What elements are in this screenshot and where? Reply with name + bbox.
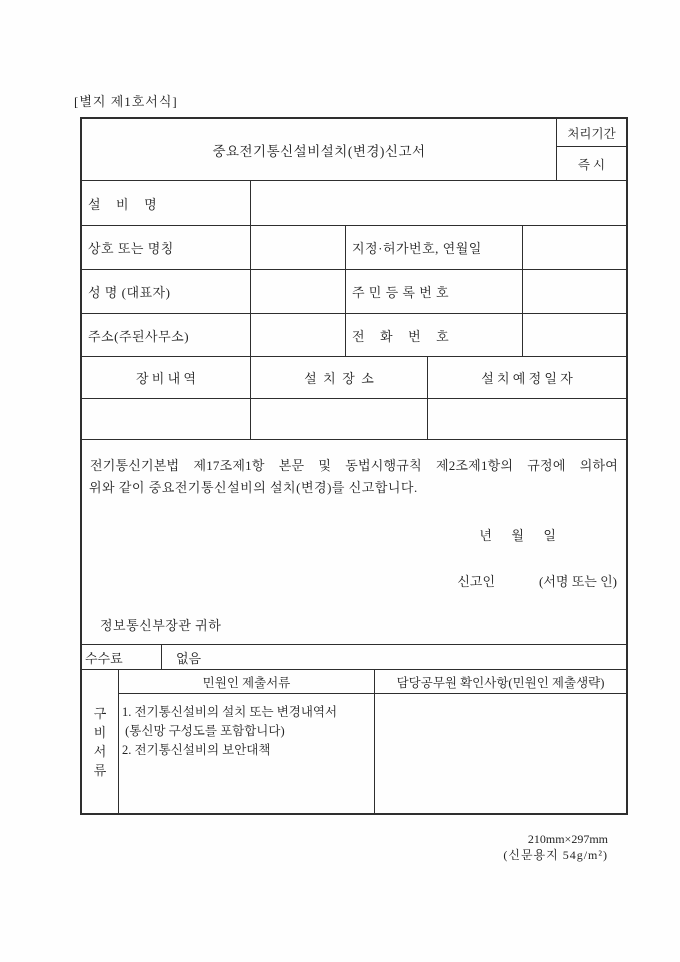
facility-name-label: 설 비 명 (88, 196, 158, 212)
representative-name-value (250, 270, 345, 313)
representative-row (82, 269, 626, 313)
company-name-label: 상호 또는 명칭 (88, 241, 174, 256)
representative-name-label: 성 명 (대표자) (88, 285, 171, 300)
fee-label: 수수료 (85, 650, 123, 666)
required-documents-section (82, 669, 626, 813)
company-row (82, 225, 626, 269)
page-footer (503, 831, 608, 863)
address-row (82, 313, 626, 356)
document-item: 2. 전기통신설비의 보안대책 (122, 743, 271, 757)
address-value (250, 314, 345, 356)
form-code-label: [별지 제1호서식] (74, 94, 178, 109)
processing-period-label: 처리기간 (557, 119, 626, 147)
official-check-cell (374, 694, 626, 813)
company-name-value (250, 226, 345, 269)
documents-main-area (118, 670, 626, 813)
equipment-header-row (82, 356, 626, 398)
form-title: 중요전기통신설비설치(변경)신고서 (212, 143, 426, 159)
date-line: 년 월 일 (479, 528, 556, 543)
declaration-section (82, 439, 626, 644)
address-label: 주소(주된사무소) (88, 328, 190, 344)
fee-row (82, 644, 626, 669)
official-check-header: 담당공무원 확인사항(민원인 제출생략) (374, 670, 626, 693)
title-row (82, 119, 626, 180)
installation-date-header: 설 치 예 정 일 자 (427, 357, 626, 398)
installation-date-value (427, 399, 626, 439)
designation-number-label: 지정·허가번호, 연월일 (345, 226, 522, 269)
designation-number-value (522, 226, 626, 269)
footer-paper-size: 210mm×297mm (527, 832, 608, 846)
equipment-detail-header: 장 비 내 역 (136, 371, 196, 386)
applicant-label: 신고인 (457, 574, 496, 589)
equipment-data-row (82, 398, 626, 439)
signature-note: (서명 또는 인) (539, 574, 617, 589)
resident-number-value (522, 270, 626, 313)
footer-paper-spec: (신문용지 54g/m²) (503, 848, 608, 862)
processing-period-box (556, 119, 626, 180)
resident-number-label: 주 민 등 록 번 호 (345, 270, 522, 313)
document-item: 1. 전기통신설비의 설치 또는 변경내역서 (122, 705, 338, 719)
applicant-documents-header: 민원인 제출서류 (202, 675, 291, 690)
recipient-line: 정보통신부장관 귀하 (100, 618, 222, 633)
facility-name-row (82, 180, 626, 225)
facility-name-value (250, 181, 626, 225)
installation-place-value (250, 399, 427, 439)
fee-value: 없음 (161, 645, 626, 669)
required-documents-side-cell (82, 670, 118, 813)
processing-period-value: 즉 시 (577, 157, 606, 172)
equipment-detail-value (82, 399, 250, 439)
applicant-documents-list (119, 694, 374, 813)
applicant-line (88, 571, 620, 590)
installation-place-header: 설 치 장 소 (250, 357, 427, 398)
declaration-line2: 위와 같이 중요전기통신설비의 설치(변경)를 신고합니다. (89, 480, 418, 495)
documents-header-row (119, 670, 626, 694)
phone-number-label: 전 화 번 호 (345, 314, 522, 356)
phone-number-value (522, 314, 626, 356)
document-item: (통신망 구성도를 포함합니다) (122, 724, 285, 738)
documents-body-row (119, 694, 626, 813)
required-documents-side-label: 구비서류 (93, 705, 107, 778)
declaration-cell (82, 440, 626, 644)
declaration-line1: 전기통신기본법 제17조제1항 본문 및 동법시행규칙 제2조제1항의 규정에 의하여 (90, 458, 618, 473)
report-form-table (80, 117, 628, 815)
